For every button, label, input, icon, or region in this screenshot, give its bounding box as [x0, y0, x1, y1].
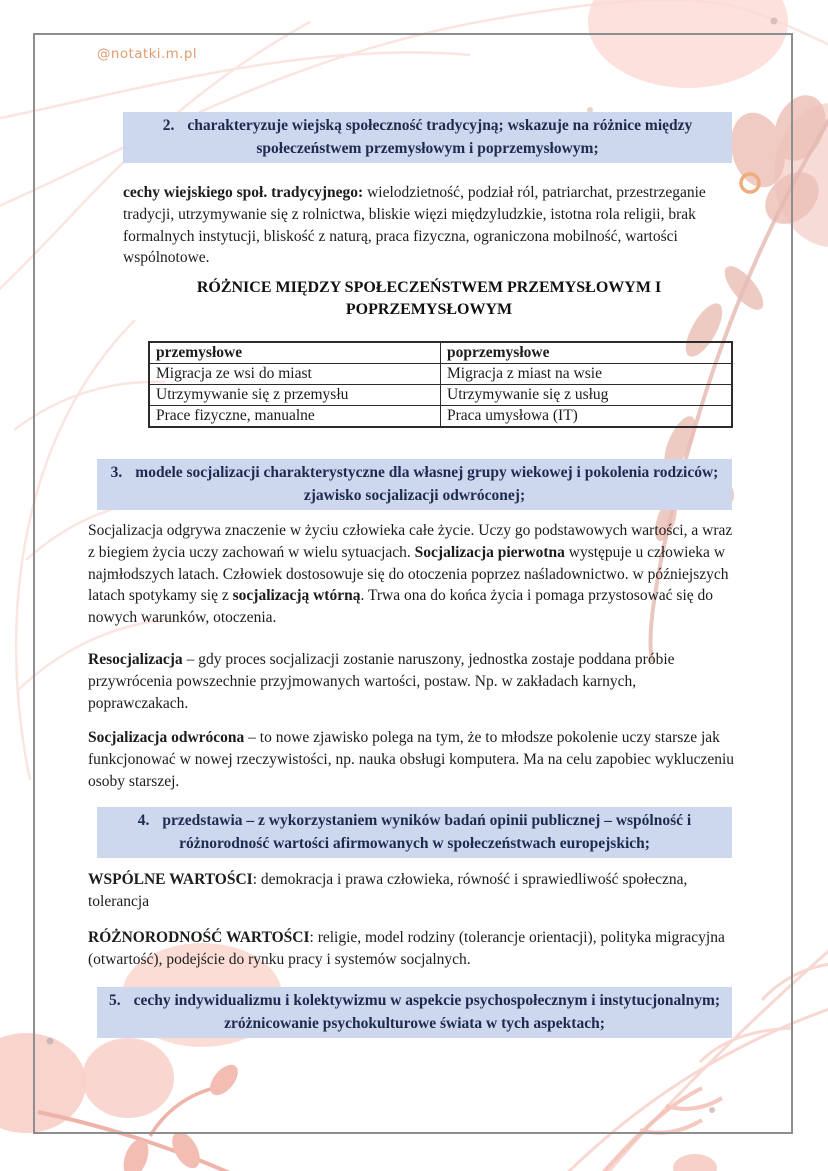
table-header-row	[149, 342, 732, 364]
section-number: 2.	[162, 117, 175, 134]
paragraph-text: – gdy proces socjalizacji zostanie naruszony, jednostka zostaje poddana próbie przywrócenia powszechnie przyjmowanych wartości, postaw. Np. w zakładach karnych, poprawczakach.	[88, 651, 675, 712]
table-row	[149, 385, 732, 406]
section-heading-2	[123, 112, 732, 163]
section-heading-text: modele socjalizacji charakterystyczne dla własnej grupy wiekowej i pokolenia rodziców;	[135, 464, 719, 481]
section-heading-5	[97, 987, 732, 1038]
paragraph-bold: socjalizacją wtórną	[232, 587, 361, 605]
section-heading-text: charakteryzuje wiejską społeczność tradycyjną; wskazuje na różnice między	[187, 117, 693, 134]
table-header-cell: przemysłowe	[149, 342, 441, 364]
section-heading-2-line1	[131, 114, 724, 137]
paragraph-lead-bold: WSPÓLNE WARTOŚCI	[88, 871, 253, 888]
section-heading-text: przedstawia – z wykorzystaniem wyników badań opinii publicznej – wspólność i	[162, 812, 692, 829]
paragraph-roznorodnosc	[88, 927, 740, 971]
paragraph-socjalizacja	[88, 520, 740, 629]
paragraph-text: – to nowe zjawisko polega na tym, że to młodsze pokolenie uczy starsze jak funkcjonować w nowej rzeczywistości, np. nauka obsługi komputera. Ma na celu zapobiec wykluczeniu osoby starszej.	[88, 729, 735, 790]
section-heading-text: cechy indywidualizmu i kolektywizmu w aspekcie psychospołecznym i instytucjonalnym;	[133, 992, 721, 1009]
paragraph-resocjalizacja	[88, 649, 740, 714]
paragraph-text: : demokracja i prawa człowieka, równość i sprawiedliwość społeczna, tolerancja	[88, 871, 688, 910]
paragraph-text: Socjalizacja odgrywa znaczenie w życiu człowieka całe życie. Uczy go podstawowych wartości, a wraz z biegiem życia uczy zachowań w wielu sytuacjach.	[88, 522, 733, 561]
paragraph-lead-bold: RÓŻNORODNOŚĆ WARTOŚCI	[88, 929, 310, 946]
table-cell: Utrzymywanie się z usług	[441, 385, 733, 406]
section-heading-4-line1	[105, 809, 724, 832]
section-heading-3	[97, 459, 732, 510]
table-header-cell: poprzemysłowe	[441, 342, 733, 364]
section-heading-3-line2: zjawisko socjalizacji odwróconej;	[303, 487, 526, 504]
watermark: @notatki.m.pl	[97, 46, 197, 62]
section-heading-4	[97, 807, 732, 858]
comparison-table	[148, 341, 733, 428]
section-heading-5-line1	[105, 989, 724, 1012]
table-row	[149, 364, 732, 385]
table-cell: Migracja z miast na wsie	[441, 364, 733, 385]
paragraph-odwrocona	[88, 727, 740, 792]
section-number: 3.	[110, 464, 123, 481]
table-cell: Utrzymywanie się z przemysłu	[149, 385, 441, 406]
section-number: 5.	[108, 992, 121, 1009]
table-row	[149, 406, 732, 428]
paragraph-lead-bold: cechy wiejskiego społ. tradycyjnego:	[123, 184, 364, 201]
table-cell: Praca umysłowa (IT)	[441, 406, 733, 428]
section-heading-2-line2: społeczeństwem przemysłowym i poprzemysłowym;	[256, 140, 599, 157]
section-number: 4.	[137, 812, 150, 829]
paragraph-lead-bold: Socjalizacja odwrócona	[88, 729, 245, 746]
table-title-line2: POPRZEMYSŁOWYM	[345, 301, 513, 318]
paragraph-cechy	[123, 182, 739, 269]
paragraph-wspolne	[88, 869, 740, 913]
section-heading-4-line2: różnorodność wartości afirmowanych w społeczeństwach europejskich;	[179, 835, 650, 852]
section-heading-3-line1	[105, 461, 724, 484]
table-title-line1: RÓŻNICE MIĘDZY SPOŁECZEŃSTWEM PRZEMYSŁOWYM I	[196, 279, 662, 296]
table-title	[123, 277, 735, 321]
table-cell: Prace fizyczne, manualne	[149, 406, 441, 428]
paragraph-lead-bold: Resocjalizacja	[88, 651, 183, 668]
paragraph-text: wielodzietność, podział ról, patriarchat, przestrzeganie tradycji, utrzymywanie się z rolnictwa, bliskie więzi międzyludzkie, istotna rola religii, brak formalnych instytucji, bliskość z naturą, praca fizyczna, ograniczona mobilność, wartości wspólnotowe.	[123, 184, 706, 267]
paragraph-text: . Trwa ona do końca życia i pomaga przystosować się do nowych warunków, otoczenia.	[88, 587, 714, 627]
paragraph-bold: Socjalizacja pierwotna	[414, 543, 565, 561]
table-cell: Migracja ze wsi do miast	[149, 364, 441, 385]
paragraph-text: : religie, model rodziny (tolerancje orientacji), polityka migracyjna (otwartość), podejście do rynku pracy i systemów socjalnych.	[88, 929, 725, 968]
section-heading-5-line2: zróżnicowanie psychokulturowe świata w tych aspektach;	[224, 1015, 605, 1032]
paragraph-text: występuje u człowieka w najmłodszych latach. Człowiek dostosowuje się do otoczenia poprzez naśladownictwo. w późniejszych latach spotykamy się z	[88, 543, 729, 605]
